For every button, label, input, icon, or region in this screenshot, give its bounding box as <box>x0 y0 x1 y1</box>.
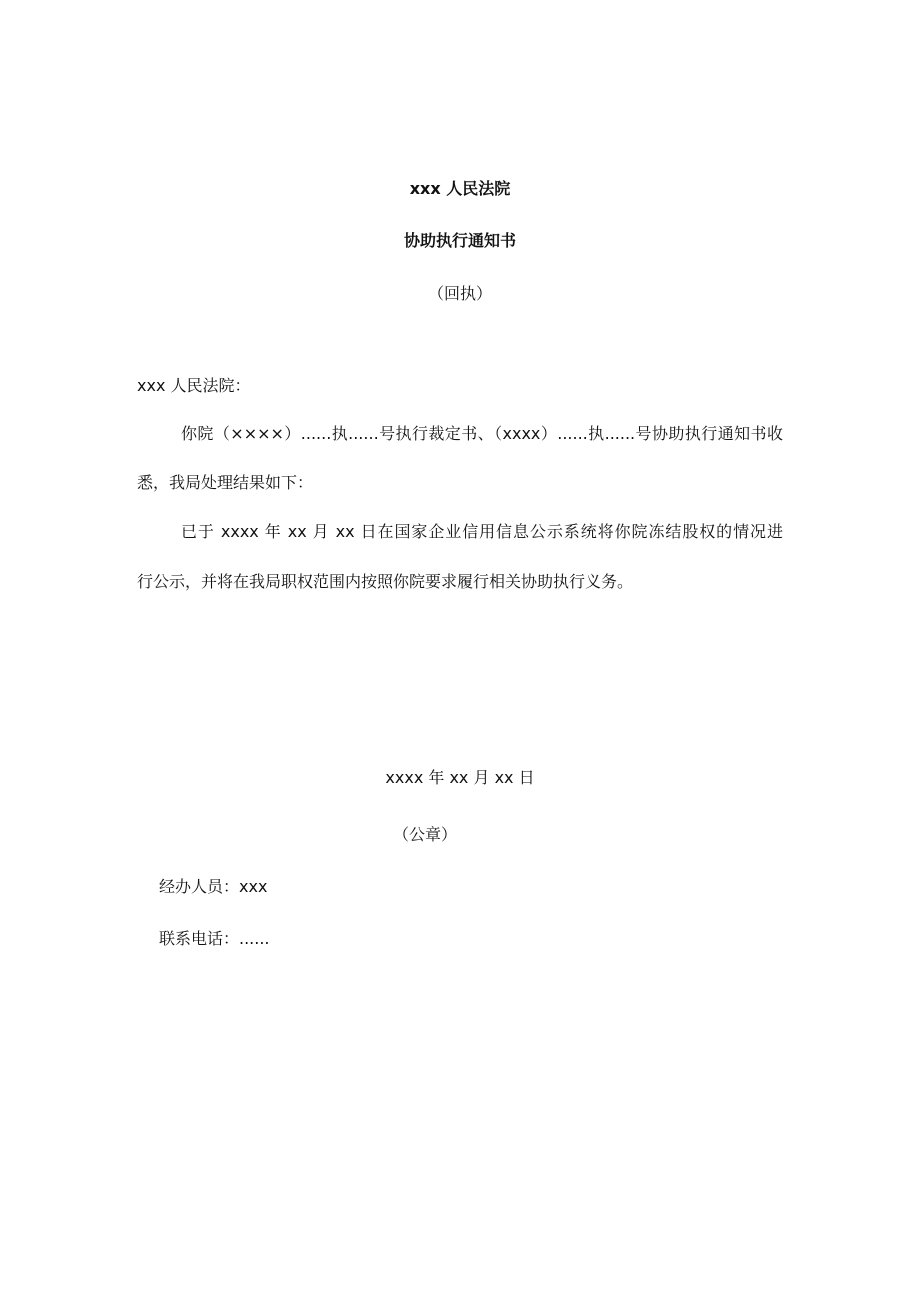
paragraph-2-line-2: 行公示，并将在我局职权范围内按照你院要求履行相关协助执行义务。 <box>137 572 634 591</box>
signature-date: xxxx 年 xx 月 xx 日 <box>385 768 535 787</box>
receipt-subtitle: （回执） <box>427 284 492 303</box>
court-name-heading: xxx 人民法院 <box>409 179 511 198</box>
addressee-line: xxx 人民法院： <box>137 376 251 395</box>
contact-phone-line: 联系电话：...... <box>159 929 270 948</box>
paragraph-1-line-1: 你院（××××）......执......号执行裁定书、（xxxx）......执......号协助执行通知书收 <box>181 424 783 443</box>
paragraph-1-line-2: 悉，我局处理结果如下： <box>137 473 314 492</box>
paragraph-2-line-1: 已于 xxxx 年 xx 月 xx 日在国家企业信用信息公示系统将你院冻结股权的情况进 <box>181 522 783 541</box>
handler-line: 经办人员：xxx <box>159 877 268 896</box>
document-title: 协助执行通知书 <box>403 231 516 250</box>
official-seal-label: （公章） <box>392 825 457 844</box>
